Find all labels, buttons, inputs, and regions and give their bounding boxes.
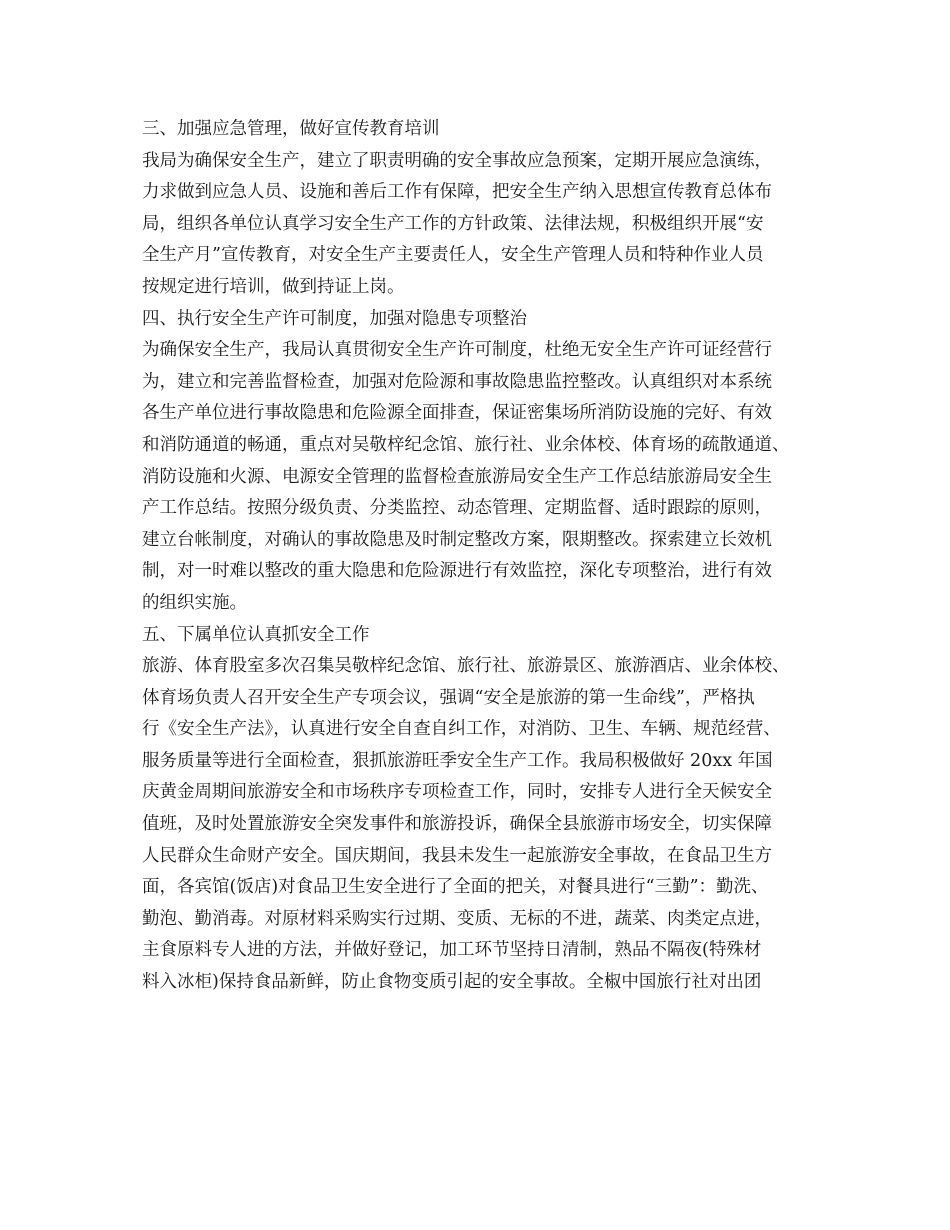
text-line: 面，各宾馆(饭店)对食品卫生安全进行了全面的把关，对餐具进行“三勤”：勤洗、	[142, 877, 769, 898]
text-line: 制，对一时难以整改的重大隐患和危险源进行有效监控，深化专项整治，进行有效	[142, 561, 772, 582]
text-line: 料入冰柜)保持食品新鲜，防止食物变质引起的安全事故。全椒中国旅行社对出团	[142, 972, 762, 993]
text-line: 和消防通道的畅通，重点对吴敬梓纪念馆、旅行社、业余体校、体育场的疏散通道、	[142, 434, 790, 455]
text-line: 产工作总结。按照分级负责、分类监控、动态管理、定期监督、适时跟踪的原则，	[142, 498, 772, 519]
text-line: 勤泡、勤消毒。对原材料采购实行过期、变质、无标的不进，蔬菜、肉类定点进，	[142, 908, 772, 929]
text-line: 的组织实施。	[142, 592, 247, 613]
text-line: 为确保安全生产，我局认真贯彻安全生产许可制度，杜绝无安全生产许可证经营行	[142, 340, 772, 361]
text-line: 各生产单位进行事故隐患和危险源全面排查，保证密集场所消防设施的完好、有效	[142, 403, 772, 424]
text-line: 局，组织各单位认真学习安全生产工作的方针政策、法律法规，积极组织开展“安	[142, 213, 764, 234]
text-line: 旅游、体育股室多次召集吴敬梓纪念馆、旅行社、旅游景区、旅游酒店、业余体校、	[142, 656, 790, 677]
section-heading-5: 五、下属单位认真抓安全工作	[142, 624, 370, 645]
text-line: 力求做到应急人员、设施和善后工作有保障，把安全生产纳入思想宣传教育总体布	[142, 182, 772, 203]
text-line: 行《安全生产法》，认真进行安全自查自纠工作，对消防、卫生、车辆、规范经营、	[142, 719, 781, 740]
text-line: 为，建立和完善监督检查，加强对危险源和事故隐患监控整改。认真组织对本系统	[142, 371, 772, 392]
text-line: 消防设施和火源、电源安全管理的监督检查旅游局安全生产工作总结旅游局安全生	[142, 466, 772, 487]
text-line: 我局为确保安全生产，建立了职责明确的安全事故应急预案，定期开展应急演练，	[142, 150, 772, 171]
document-body	[142, 114, 832, 999]
section-heading-4: 四、执行安全生产许可制度，加强对隐患专项整治	[142, 308, 527, 329]
text-line: 值班，及时处置旅游安全突发事件和旅游投诉，确保全县旅游市场安全，切实保障	[142, 814, 772, 835]
text-line: 主食原料专人进的方法，并做好登记，加工环节坚持日清制，熟品不隔夜(特殊材	[142, 940, 762, 961]
text-line: 全生产月”宣传教育，对安全生产主要责任人，安全生产管理人员和特种作业人员	[142, 245, 764, 266]
text-line: 服务质量等进行全面检查，狠抓旅游旺季安全生产工作。我局积极做好 20xx 年国	[142, 750, 773, 771]
text-line: 庆黄金周期间旅游安全和市场秩序专项检查工作，同时，安排专人进行全天候安全	[142, 782, 772, 803]
text-line: 人民群众生命财产安全。国庆期间，我县未发生一起旅游安全事故，在食品卫生方	[142, 845, 772, 866]
text-line: 建立台帐制度，对确认的事故隐患及时制定整改方案，限期整改。探索建立长效机	[142, 529, 772, 550]
text-line: 按规定进行培训，做到持证上岗。	[142, 276, 405, 297]
text-line: 体育场负责人召开安全生产专项会议，强调“安全是旅游的第一生命线”，严格执	[142, 687, 755, 708]
section-heading-3: 三、加强应急管理，做好宣传教育培训	[142, 119, 440, 139]
